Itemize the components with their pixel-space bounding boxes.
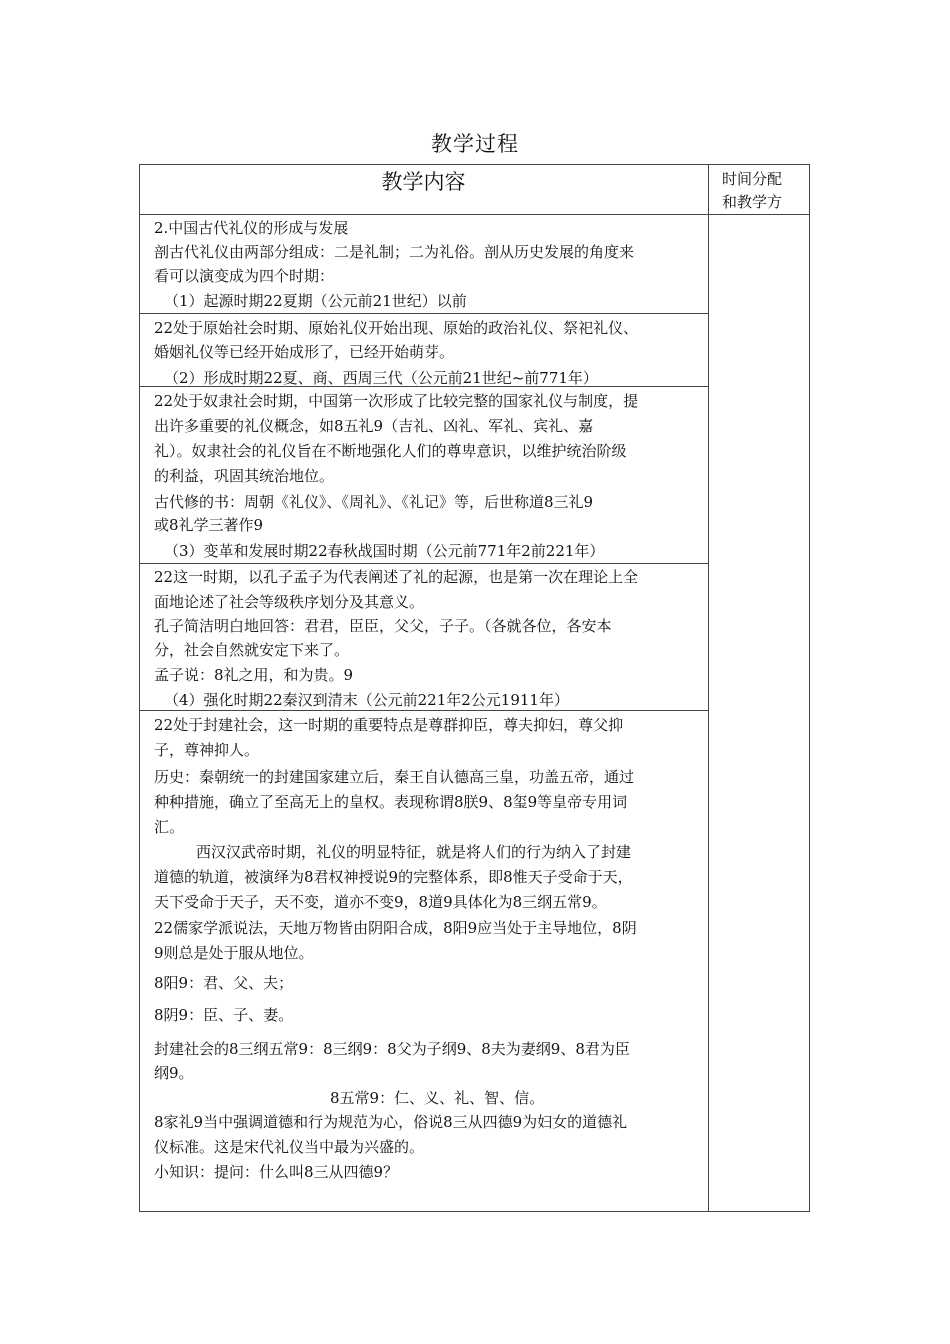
content-line: 22处于封建社会，这一时期的重要特点是尊群抑臣，尊夫抑妇，尊父抑 bbox=[154, 716, 624, 734]
content-column-header: 教学内容 bbox=[381, 170, 466, 194]
content-line: 面地论述了社会等级秩序划分及其意义。 bbox=[154, 593, 425, 611]
content-line: 8五常9：仁、义、礼、智、信。 bbox=[330, 1089, 545, 1107]
row-divider bbox=[139, 313, 709, 314]
content-line: 8阳9：君、父、夫； bbox=[154, 974, 294, 992]
content-line: 天下受命于天子，天不变，道亦不变9，8道9具体化为8三纲五常9。 bbox=[154, 893, 607, 911]
content-line: 22这一时期，以孔子孟子为代表阐述了礼的起源，也是第一次在理论上全 bbox=[154, 568, 639, 586]
page-title: 教学过程 bbox=[431, 132, 519, 156]
content-line: 22儒家学派说法，天地万物皆由阴阳合成，8阳9应当处于主导地位，8阴 bbox=[154, 919, 637, 937]
content-line: （1）起源时期22夏期（公元前21世纪）以前 bbox=[164, 292, 467, 310]
content-line: 8家礼9当中强调道德和行为规范为心，俗说8三从四德9为妇女的道德礼 bbox=[154, 1113, 628, 1131]
content-line: 22处于奴隶社会时期，中国第一次形成了比较完整的国家礼仪与制度，提 bbox=[154, 392, 639, 410]
content-line: 种种措施，确立了至高无上的皇权。表现称谓8朕9、8玺9等皇帝专用词 bbox=[154, 793, 628, 811]
content-line: 小知识：提问：什么叫8三从四德9？ bbox=[154, 1163, 399, 1181]
content-line: 子，尊神抑人。 bbox=[154, 741, 260, 759]
content-line: 西汉汉武帝时期，礼仪的明显特征，就是将人们的行为纳入了封建 bbox=[196, 843, 632, 861]
content-line: 看可以演变成为四个时期： bbox=[154, 267, 335, 285]
content-line: 礼）。奴隶社会的礼仪旨在不断地强化人们的尊卑意识，以维护统治阶级 bbox=[154, 442, 627, 460]
content-line: 9则总是处于服从地位。 bbox=[154, 944, 314, 962]
content-line: （2）形成时期22夏、商、西周三代（公元前21世纪~前771年） bbox=[164, 369, 598, 387]
content-line: 剖古代礼仪由两部分组成：二是礼制；二为礼俗。剖从历史发展的角度来 bbox=[154, 243, 635, 261]
content-line: 分，社会自然就安定下来了。 bbox=[154, 641, 350, 659]
content-line: 出许多重要的礼仪概念，如8五礼9（吉礼、凶礼、军礼、宾礼、嘉 bbox=[154, 417, 594, 435]
time-column-header bbox=[712, 168, 808, 214]
time-header-line-2: 和教学方 bbox=[722, 193, 783, 211]
content-line: 纲9。 bbox=[154, 1064, 194, 1082]
content-line: 历史：秦朝统一的封建国家建立后，秦王自认德高三皇，功盖五帝，通过 bbox=[154, 768, 635, 786]
content-line: 22处于原始社会时期、原始礼仪开始出现、原始的政治礼仪、祭祀礼仪、 bbox=[154, 319, 639, 337]
content-line: 或8礼学三著作9 bbox=[154, 516, 264, 534]
content-line: 汇。 bbox=[154, 818, 185, 836]
content-line: 婚姻礼仪等已经开始成形了，已经开始萌芽。 bbox=[154, 343, 455, 361]
content-line: 孟子说：8礼之用，和为贵。9 bbox=[154, 666, 354, 684]
content-line: （3）变革和发展时期22春秋战国时期（公元前771年2前221年） bbox=[164, 542, 605, 560]
time-header-line-1: 时间分配 bbox=[722, 170, 783, 188]
content-line: 8阴9：臣、子、妻。 bbox=[154, 1006, 294, 1024]
content-line: （4）强化时期22秦汉到清末（公元前221年2公元1911年） bbox=[164, 691, 569, 709]
row-divider bbox=[139, 563, 709, 564]
content-line: 道德的轨道，被演绎为8君权神授说9的完整体系，即8惟天子受命于天， bbox=[154, 868, 633, 886]
content-line: 的利益，巩固其统治地位。 bbox=[154, 467, 335, 485]
content-line: 仪标准。这是宋代礼仪当中最为兴盛的。 bbox=[154, 1138, 425, 1156]
content-line: 封建社会的8三纲五常9：8三纲9：8父为子纲9、8夫为妻纲9、8君为臣 bbox=[154, 1040, 630, 1058]
content-line: 孔子简洁明白地回答：君君，臣臣，父父，子子。（各就各位，各安本 bbox=[154, 617, 612, 635]
column-divider bbox=[708, 164, 709, 1212]
header-divider bbox=[139, 214, 810, 215]
content-line: 2.中国古代礼仪的形成与发展 bbox=[154, 219, 349, 237]
content-line: 古代修的书：周朝《礼仪》、《周礼》、《礼记》等，后世称道8三礼9 bbox=[154, 493, 594, 511]
row-divider bbox=[139, 710, 709, 711]
